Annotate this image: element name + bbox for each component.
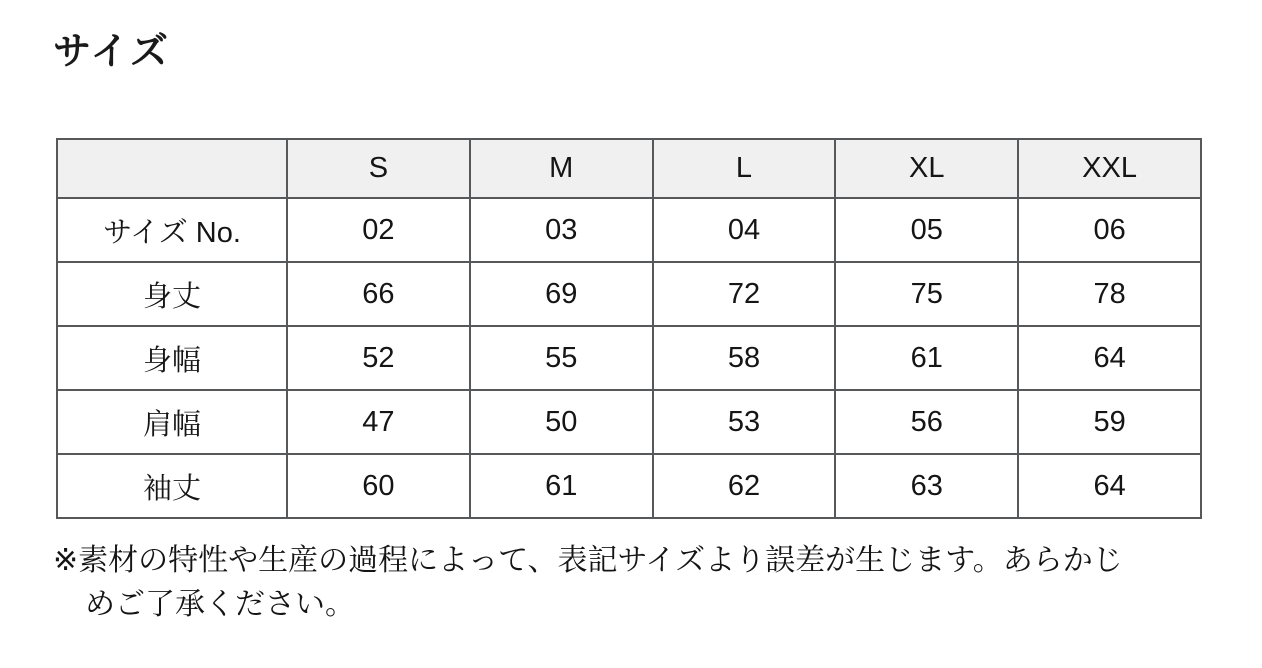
column-header-blank: [57, 139, 287, 198]
table-cell: 50: [470, 390, 653, 454]
column-header-xxl: XXL: [1018, 139, 1201, 198]
table-cell: 52: [287, 326, 470, 390]
column-header-s: S: [287, 139, 470, 198]
row-label: 袖丈: [57, 454, 287, 518]
table-cell: 69: [470, 262, 653, 326]
table-header-row: [57, 139, 1201, 198]
row-label: 身丈: [57, 262, 287, 326]
table-cell: 06: [1018, 198, 1201, 262]
size-note: [53, 539, 1223, 627]
column-header-l: L: [653, 139, 836, 198]
table-cell: 02: [287, 198, 470, 262]
column-header-xl: XL: [835, 139, 1018, 198]
size-table: [56, 138, 1202, 519]
table-cell: 53: [653, 390, 836, 454]
table-cell: 03: [470, 198, 653, 262]
table-cell: 64: [1018, 454, 1201, 518]
table-cell: 63: [835, 454, 1018, 518]
table-row-body-length: [57, 262, 1201, 326]
table-cell: 78: [1018, 262, 1201, 326]
table-cell: 55: [470, 326, 653, 390]
table-cell: 59: [1018, 390, 1201, 454]
table-cell: 66: [287, 262, 470, 326]
size-note-line2: めご了承ください。: [85, 588, 355, 621]
table-cell: 62: [653, 454, 836, 518]
table-row-shoulder-width: [57, 390, 1201, 454]
table-row-size-no: [57, 198, 1201, 262]
table-cell: 60: [287, 454, 470, 518]
row-label: サイズ No.: [57, 198, 287, 262]
table-cell: 64: [1018, 326, 1201, 390]
table-cell: 56: [835, 390, 1018, 454]
table-cell: 05: [835, 198, 1018, 262]
table-cell: 61: [835, 326, 1018, 390]
table-cell: 58: [653, 326, 836, 390]
size-note-line1: ※素材の特性や生産の過程によって、表記サイズより誤差が生じます。あらかじ: [53, 544, 1123, 577]
row-label: 肩幅: [57, 390, 287, 454]
table-cell: 04: [653, 198, 836, 262]
column-header-m: M: [470, 139, 653, 198]
table-row-body-width: [57, 326, 1201, 390]
table-cell: 75: [835, 262, 1018, 326]
table-row-sleeve-length: [57, 454, 1201, 518]
table-cell: 72: [653, 262, 836, 326]
table-cell: 47: [287, 390, 470, 454]
table-cell: 61: [470, 454, 653, 518]
row-label: 身幅: [57, 326, 287, 390]
page-title: サイズ: [53, 31, 170, 73]
